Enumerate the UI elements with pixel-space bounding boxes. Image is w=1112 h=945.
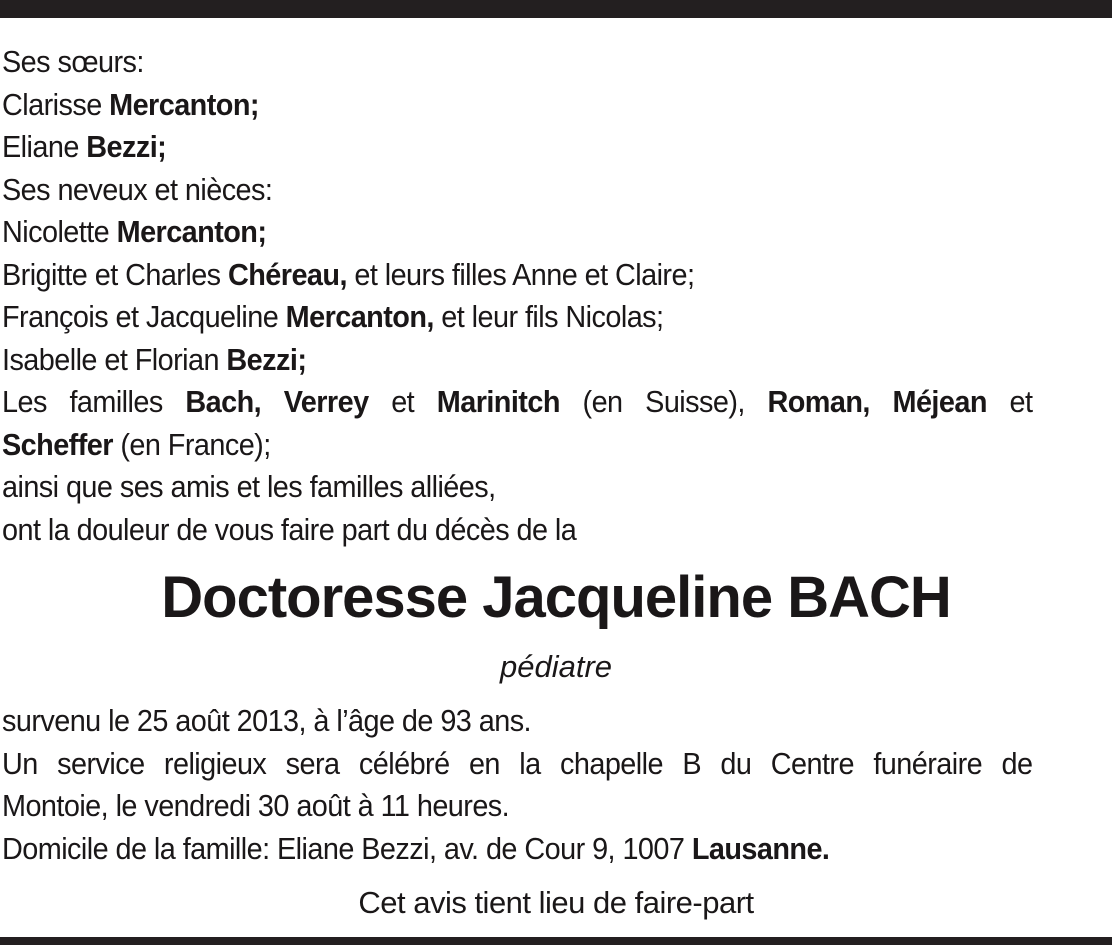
sister-entry — [2, 126, 1032, 169]
nephew-last-name: Chéreau, — [227, 256, 347, 292]
service-text: Montoie, le vendredi 30 août à 11 heures. — [2, 788, 510, 823]
nephew-first-name: Brigitte et Charles — [2, 256, 221, 292]
nephew-children: et leurs filles Anne et Claire; — [354, 256, 695, 292]
families-entry-continued — [2, 424, 1032, 467]
nephews-heading — [2, 169, 1032, 212]
nephew-last-name: Mercanton, — [285, 299, 434, 334]
death-details — [2, 700, 1032, 870]
bottom-border-rule — [0, 937, 1112, 945]
nephew-first-name: Nicolette — [2, 214, 110, 249]
conjunction: et — [1009, 384, 1033, 419]
nephew-entry — [2, 296, 1032, 339]
nephew-entry — [2, 339, 1032, 382]
death-date-line — [2, 700, 1032, 743]
footer-note: Cet avis tient lieu de faire-part — [358, 885, 754, 920]
family-names: Roman, Méjean — [767, 384, 987, 419]
sisters-intro-text: Ses sœurs: — [2, 44, 144, 79]
nephew-entry — [2, 211, 1032, 254]
family-names: Bach, Verrey — [185, 384, 369, 419]
conjunction: et — [391, 384, 415, 419]
sister-last-name: Mercanton; — [109, 86, 259, 122]
nephew-children: et leur fils Nicolas; — [441, 299, 664, 334]
domicile-address: Domicile de la famille: Eliane Bezzi, av. de Cour 9, 1007 — [2, 830, 685, 866]
sisters-heading — [2, 41, 1032, 84]
country-note: (en France); — [120, 426, 271, 462]
deceased-profession: pédiatre — [499, 649, 613, 684]
domicile-city: Lausanne. — [691, 830, 830, 866]
nephews-intro-text: Ses neveux et nièces: — [2, 171, 273, 207]
sister-entry — [2, 84, 1032, 127]
sister-first-name: Clarisse — [2, 86, 102, 122]
service-line-continued — [2, 785, 1032, 828]
death-date-text: survenu le 25 août 2013, à l’âge de 93 ans. — [2, 703, 532, 738]
nephew-last-name: Mercanton; — [116, 214, 267, 249]
nephew-last-name: Bezzi; — [226, 341, 307, 377]
families-entry — [2, 381, 1032, 424]
domicile-line — [2, 828, 1032, 871]
family-names: Scheffer — [2, 426, 113, 462]
friends-line — [2, 466, 1032, 509]
sister-last-name: Bezzi; — [86, 129, 167, 164]
service-text: Un service religieux sera célébré en la chapelle B du Centre funéraire de — [2, 745, 1033, 781]
family-list — [2, 41, 1032, 551]
top-border-rule — [0, 0, 1112, 18]
announcement-line — [2, 509, 1032, 552]
families-intro: Les familles — [2, 384, 163, 419]
family-names: Marinitch — [436, 384, 560, 419]
country-note: (en Suisse), — [582, 384, 745, 419]
deceased-name: Doctoresse Jacqueline BACH — [161, 565, 951, 630]
nephew-entry — [2, 254, 1032, 297]
friends-text: ainsi que ses amis et les familles alliées, — [2, 469, 496, 504]
announcement-text: ont la douleur de vous faire part du décès de la — [2, 511, 577, 547]
nephew-first-name: François et Jacqueline — [2, 299, 279, 334]
service-line — [2, 743, 1032, 786]
sister-first-name: Eliane — [2, 129, 79, 164]
nephew-first-name: Isabelle et Florian — [2, 341, 219, 377]
